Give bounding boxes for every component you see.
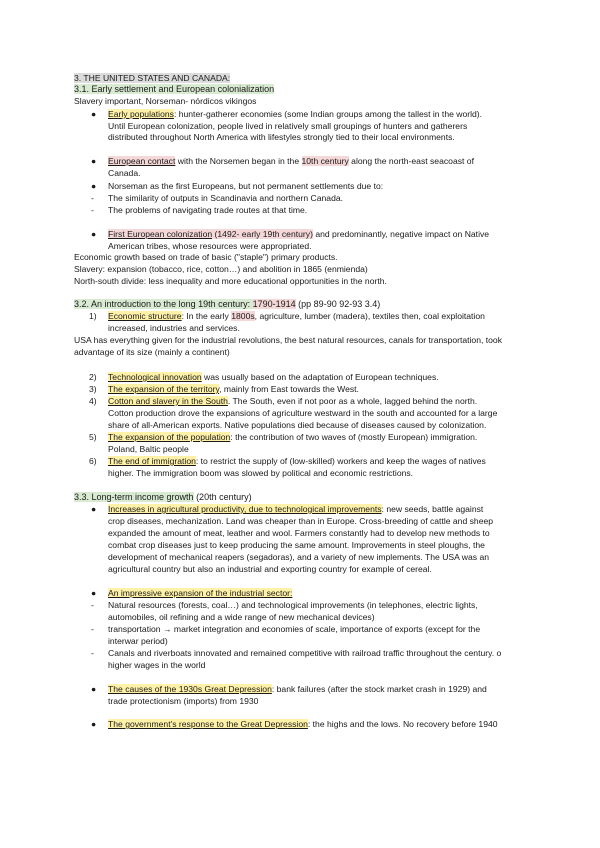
list-number: 2) (89, 372, 97, 382)
s33-bullet1-line3: expanded the amount of meat, leather and wool. Farmers constantly had to develop new methods to (108, 528, 490, 538)
s33-bullet1-line4: combat crop diseases just to keep producing the same amount. Improvements in steel ploughs, the (108, 540, 485, 550)
s31-bullet1-line3: distributed throughout North America with lifestyles strongly tied to their local environments. (108, 132, 455, 142)
dash-icon: - (91, 648, 94, 658)
s33-dash1-line2: automobiles, oil refining and a wide range of new mechanical devices) (108, 612, 375, 622)
s33-dash1-line1: Natural resources (forests, coal…) and technological improvements (in telephones, electric lights, (108, 600, 478, 610)
heading-3-3: 3.3. Long-term income growth (20th century) (74, 492, 252, 502)
heading-3-1: 3.1. Early settlement and European colonialization (74, 84, 275, 94)
bullet-icon: ● (91, 684, 97, 694)
bullet-icon: ● (91, 588, 97, 598)
s31-dash1: The similarity of outputs in Scandinavia and northern Canada. (108, 193, 344, 203)
heading-3-2: 3.2. An introduction to the long 19th century: 1790-1914 (pp 89-90 92-93 3.4) (74, 299, 381, 309)
s33-dash2-line2: interwar period) (108, 636, 168, 646)
bullet-icon: ● (91, 109, 97, 119)
list-number: 4) (89, 396, 97, 406)
s33-bullet3-line1: The causes of the 1930s Great Depression: bank failures (after the stock market crash in 1929) and (108, 684, 487, 694)
s32-para-line1: USA has everything given for the industrial revolutions, the best natural resources, canals for transportation, took (74, 335, 503, 345)
s31-para3: North-south divide: less inequality and more educational opportunities in the north. (74, 276, 387, 286)
s32-item4-line2: Cotton production drove the expansions of agriculture westward in the south and accounted for a large (108, 408, 498, 418)
s33-bullet3-line2: trade protectionism (imports) from 1930 (108, 696, 259, 706)
s31-bullet4-line2: American tribes, whose resources were appropriated. (108, 241, 312, 251)
s33-dash3-line2: higher wages in the world (108, 660, 206, 670)
s31-intro: Slavery important, Norseman- nórdicos vikingos (74, 96, 257, 106)
s32-item1-line1: Economic structure: In the early 1800s, agriculture, lumber (madera), textiles then, coal exploitation (108, 311, 485, 321)
section-title: 3. THE UNITED STATES AND CANADA: (74, 73, 231, 83)
s33-bullet1-line1: Increases in agricultural productivity, due to technological improvements: new seeds, battle against (108, 504, 484, 514)
s32-item6-line1: The end of immigration: to restrict the supply of (low-skilled) workers and keep the wages of natives (108, 456, 486, 466)
s33-bullet1-line5: development of mechanical reapers (segadoras), and a variety of new implements. The USA was an (108, 552, 490, 562)
bullet-icon: ● (91, 229, 97, 239)
bullet-icon: ● (91, 181, 97, 191)
dash-icon: - (91, 205, 94, 215)
s32-item4-line3: share of all-American exports. Native populations died because of diseases caused by colonization. (108, 420, 487, 430)
s32-item6-line2: higher. The immigration boom was slowed by political and economic restrictions. (108, 468, 414, 478)
list-number: 1) (89, 311, 97, 321)
bullet-icon: ● (91, 504, 97, 514)
s31-dash2: The problems of navigating trade routes at that time. (108, 205, 308, 215)
s33-bullet1-line2: crop diseases, mechanization. Land was cheaper than in Europe. Cross-breeding of cattle and sheep (108, 516, 494, 526)
s33-dash3-line1: Canals and riverboats innovated and remained competitive with railroad traffic throughout the century. o (108, 648, 502, 658)
s31-bullet4-line1: First European colonization (1492- early 19th century) and predominantly, negative impact on Native (108, 229, 490, 239)
list-number: 3) (89, 384, 97, 394)
s32-item4-line1: Cotton and slavery in the South. The South, even if not poor as a whole, lagged behind the north. (108, 396, 478, 406)
s31-bullet3: Norseman as the first Europeans, but not permanent settlements due to: (108, 181, 384, 191)
s32-item2: Technological innovation was usually based on the adaptation of European techniques. (108, 372, 439, 382)
s31-para1: Economic growth based on trade of basic ("staple") primary products. (74, 252, 338, 262)
s33-bullet2: An impressive expansion of the industrial sector: (108, 588, 293, 598)
s33-bullet4: The government's response to the Great Depression: the highs and the lows. No recovery before 1940 (108, 719, 498, 729)
s32-item1-line2: increased, industries and services. (108, 323, 240, 333)
dash-icon: - (91, 600, 94, 610)
s31-bullet2-line1: European contact with the Norsemen began in the 10th century along the north-east seacoast of (108, 156, 474, 166)
list-number: 6) (89, 456, 97, 466)
s32-item3: The expansion of the territory, mainly from East towards the West. (108, 384, 359, 394)
s31-bullet1-line1: Early populations: hunter-gatherer economies (some Indian groups among the tallest in the world). (108, 109, 483, 119)
s32-item5-line1: The expansion of the population: the contribution of two waves of (mostly European) immigration. (108, 432, 478, 442)
dash-icon: - (91, 193, 94, 203)
s31-para2: Slavery: expansion (tobacco, rice, cotton…) and abolition in 1865 (enmienda) (74, 264, 368, 274)
s32-item5-line2: Poland, Baltic people (108, 444, 189, 454)
dash-icon: - (91, 624, 94, 634)
bullet-icon: ● (91, 719, 97, 729)
s31-bullet1-line2: Until European colonization, people lived in relatively small groupings of hunters and gatherers (108, 121, 468, 131)
s32-para-line2: advantage of its size (mainly a continent) (74, 347, 230, 357)
bullet-icon: ● (91, 156, 97, 166)
list-number: 5) (89, 432, 97, 442)
s33-bullet1-line6: agricultural country but also an industrial and exporting country for example of cereal. (108, 564, 432, 574)
s31-bullet2-line2: Canada. (108, 168, 141, 178)
s33-dash2-line1: transportation → market integration and economies of scale, importance of exports (except for the (108, 624, 481, 634)
